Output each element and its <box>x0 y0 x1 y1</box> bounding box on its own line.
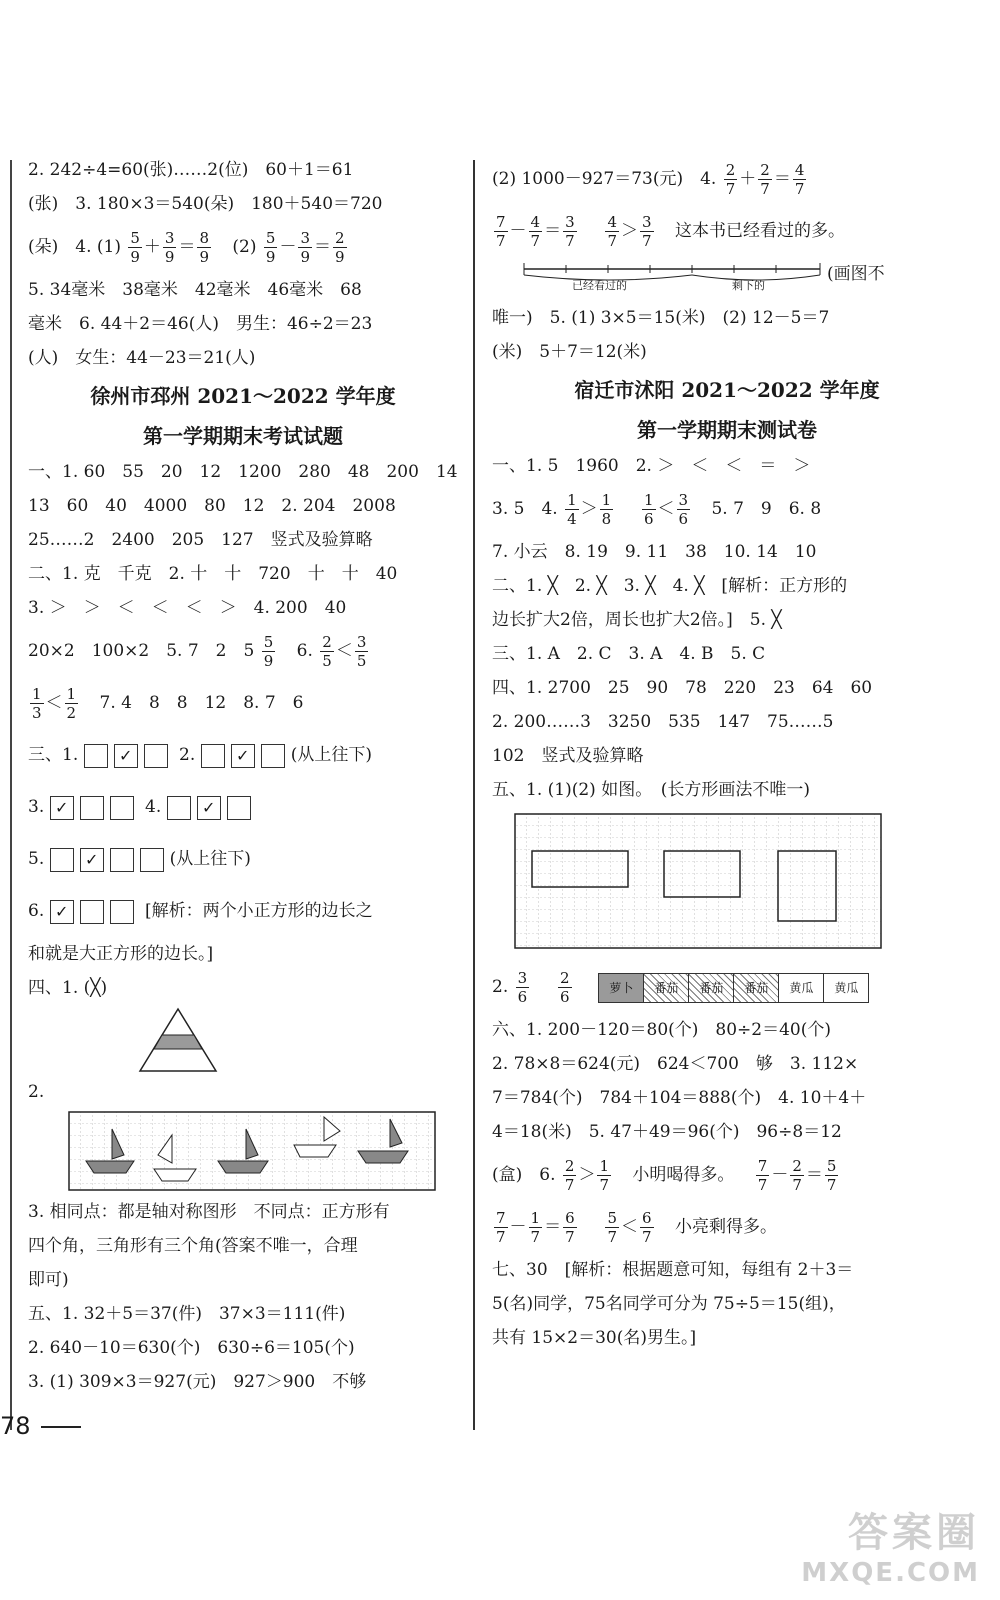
answer-line: 2. 640－10＝630(个) 630÷6＝105(个) <box>28 1338 355 1358</box>
diagram-note: (画图不 <box>827 264 885 284</box>
fraction: $\frac{5}{9}$ <box>130 229 140 266</box>
left-rule <box>10 160 12 1430</box>
answer-line-fractions: $\frac{7}{7}$ － $\frac{4}{7}$ ＝ $\frac{3}{7}$ $\frac{4}{7}$ ＞ $\frac{3}{7}$ 这本书已经看过的多。 <box>496 213 845 250</box>
answer-box <box>167 796 191 820</box>
fraction: $\frac{4}{7}$ <box>794 161 805 198</box>
answer-line: 唯一) 5. (1) 3×5＝15(米) (2) 12－5＝7 <box>492 308 830 328</box>
boat-grid-diagram <box>68 1111 438 1193</box>
answer-line-fractions: $\frac{1}{3}$ ＜ $\frac{1}{2}$ 7. 4 8 8 12 8. 7 6 <box>32 685 304 722</box>
answer-box-checked: ✓ <box>80 848 104 872</box>
answer-box <box>144 744 168 768</box>
fraction: $\frac{2}{5}$ <box>322 633 332 670</box>
answer-box <box>140 848 164 872</box>
answer-line: 三、1. A 2. C 3. A 4. B 5. C <box>492 644 766 664</box>
answer-box <box>80 900 104 924</box>
answer-line: (张) 3. 180×3＝540(朵) 180＋540＝720 <box>28 194 383 214</box>
fraction: $\frac{3}{7}$ <box>565 213 575 250</box>
answer-box <box>80 796 104 820</box>
fraction: $\frac{3}{7}$ <box>642 213 652 250</box>
column-divider <box>473 160 475 1430</box>
fraction: $\frac{7}{7}$ <box>496 1209 506 1246</box>
fraction: $\frac{4}{7}$ <box>530 213 541 250</box>
watermark-line: 答案圈 <box>848 1510 980 1556</box>
section-subtitle: 第一学期期末考试试题 <box>143 424 343 448</box>
answer-line: 共有 15×2＝30(名)男生。] <box>492 1328 697 1348</box>
answer-line: 5(名)同学，75名同学可分为 75÷5＝15(组)， <box>492 1294 846 1314</box>
watermark <box>801 1501 980 1588</box>
answer-line: 3. 相同点：都是轴对称图形 不同点：正方形有 <box>28 1202 390 1222</box>
answer-line: 边长扩大2倍，周长也扩大2倍。] 5. ╳ <box>492 610 782 630</box>
answer-line-fractions: 3. 5 4. $\frac{1}{4}$ ＞ $\frac{1}{8}$ $\frac{1}{6}$ ＜ $\frac{3}{6}$ 5. 7 9 6. 8 <box>492 491 822 528</box>
fraction: $\frac{3}{9}$ <box>300 229 311 266</box>
answer-box-checked: ✓ <box>231 744 255 768</box>
fraction: $\frac{3}{6}$ <box>678 491 689 528</box>
answer-line: (人) 女生：44－23＝21(人) <box>28 348 256 368</box>
answer-box <box>110 796 134 820</box>
left-column <box>28 155 458 1401</box>
fraction: $\frac{6}{7}$ <box>642 1209 652 1246</box>
answer-line: 四、1. (╳) <box>28 978 108 998</box>
boat-grid-figure <box>28 1111 458 1197</box>
fraction: $\frac{2}{7}$ <box>792 1157 802 1194</box>
answer-line-fractions: 2. $\frac{3}{6}$ $\frac{2}{6}$ 萝卜 番茄 番茄 番茄 黄瓜 黄瓜 <box>492 963 962 1011</box>
checkbox-row: 5. ✓ (从上往下) <box>28 835 458 883</box>
fraction: $\frac{7}{7}$ <box>496 213 506 250</box>
answer-line: 3. (1) 309×3＝927(元) 927＞900 不够 <box>28 1372 367 1392</box>
fraction: $\frac{8}{9}$ <box>199 229 210 266</box>
fraction: $\frac{1}{6}$ <box>643 491 654 528</box>
answer-box <box>110 848 134 872</box>
answer-line: 一、1. 5 1960 2. ＞ ＜ ＜ ＝ ＞ <box>492 456 811 476</box>
segment-diagram <box>492 259 962 299</box>
answer-line: 102 竖式及验算略 <box>492 746 644 766</box>
rectangle-grid-figure <box>492 813 962 963</box>
answer-line: 五、1. 32＋5＝37(件) 37×3＝111(件) <box>28 1304 346 1324</box>
fraction: $\frac{7}{7}$ <box>757 1157 768 1194</box>
answer-box <box>261 744 285 768</box>
fraction: $\frac{2}{7}$ <box>725 161 736 198</box>
answer-line: 五、1. (1)(2) 如图。 (长方形画法不唯一) <box>492 780 810 800</box>
fraction: $\frac{5}{7}$ <box>607 1209 617 1246</box>
section-subtitle: 第一学期期末测试卷 <box>637 418 817 442</box>
answer-line-fractions: (2) 1000－927＝73(元) 4. $\frac{2}{7}$ ＋ $\frac{2}{7}$ ＝ $\frac{4}{7}$ <box>492 161 805 198</box>
answer-line: 毫米 6. 44＋2＝46(人) 男生：46÷2＝23 <box>28 314 373 334</box>
answer-line: 2. 78×8＝624(元) 624＜700 够 3. 112× <box>492 1054 859 1074</box>
answer-line: 二、1. 克 千克 2. 十 十 720 十 十 40 <box>28 564 398 584</box>
checkbox-row: 6. ✓ [解析：两个小正方形的边长之 <box>28 887 458 935</box>
answer-line: 和就是大正方形的边长。] <box>28 944 214 964</box>
answer-line: 4＝18(米) 5. 47＋49＝96(个) 96÷8＝12 <box>492 1122 842 1142</box>
segment-label: 剩下的 <box>732 279 765 292</box>
fraction: $\frac{2}{7}$ <box>564 1157 575 1194</box>
answer-line: 四个角，三角形有三个角(答案不唯一，合理 <box>28 1236 358 1256</box>
fraction: $\frac{5}{9}$ <box>263 633 274 670</box>
fraction: $\frac{1}{4}$ <box>567 491 577 528</box>
right-column <box>492 155 962 1357</box>
answer-line: 六、1. 200－120＝80(个) 80÷2＝40(个) <box>492 1020 832 1040</box>
vegetable-bar: 萝卜 番茄 番茄 番茄 黄瓜 黄瓜 <box>598 973 869 1003</box>
watermark-url: MXQE.COM <box>801 1558 980 1588</box>
striped-triangle-icon <box>138 1007 218 1073</box>
fraction: $\frac{1}{3}$ <box>32 685 42 722</box>
page-number: 78 <box>0 1412 31 1440</box>
fraction: $\frac{1}{7}$ <box>530 1209 541 1246</box>
answer-box <box>227 796 251 820</box>
answer-box-checked: ✓ <box>114 744 138 768</box>
answer-line: 四、1. 2700 25 90 78 220 23 64 60 <box>492 678 873 698</box>
answer-line: 即可) <box>28 1270 69 1290</box>
answer-line-fractions: $\frac{7}{7}$ － $\frac{1}{7}$ ＝ $\frac{6}{7}$ $\frac{5}{7}$ ＜ $\frac{6}{7}$ 小亮剩得多。 <box>496 1209 777 1246</box>
segment-bar-diagram <box>522 259 822 297</box>
answer-line: 5. 34毫米 38毫米 42毫米 46毫米 68 <box>28 280 362 300</box>
fraction: $\frac{3}{6}$ <box>517 969 528 1006</box>
fraction: $\frac{2}{6}$ <box>560 969 570 1006</box>
page-footer <box>0 1412 81 1440</box>
segment-label: 已经看过的 <box>572 279 627 292</box>
answer-line: 2. 242÷4=60(张)……2(位) 60＋1＝61 <box>28 160 354 180</box>
answer-box <box>50 848 74 872</box>
answer-box-checked: ✓ <box>197 796 221 820</box>
fraction: $\frac{5}{9}$ <box>265 229 276 266</box>
answer-box <box>84 744 108 768</box>
checkbox-row: 三、1. ✓ 2. ✓ (从上往下) <box>28 731 458 779</box>
answer-line: 7＝784(个) 784＋104＝888(个) 4. 10＋4＋ <box>492 1088 867 1108</box>
answer-box <box>201 744 225 768</box>
rectangle-grid-diagram <box>514 813 884 953</box>
answer-line: 一、1. 60 55 20 12 1200 280 48 200 14 <box>28 462 458 482</box>
answer-box <box>110 900 134 924</box>
checkbox-row: 3. ✓ 4. ✓ <box>28 783 458 831</box>
fraction: $\frac{1}{8}$ <box>601 491 612 528</box>
fraction: $\frac{1}{2}$ <box>66 685 77 722</box>
answer-line: 七、30 [解析：根据题意可知，每组有 2＋3＝ <box>492 1260 854 1280</box>
answer-line: 2. 200……3 3250 535 147 75……5 <box>492 712 834 732</box>
fraction: $\frac{4}{7}$ <box>607 213 617 250</box>
answer-line: 2. <box>28 1082 45 1102</box>
answer-line: (米) 5＋7＝12(米) <box>492 342 647 362</box>
fraction: $\frac{1}{7}$ <box>599 1157 609 1194</box>
answer-line: 25……2 2400 205 127 竖式及验算略 <box>28 530 373 550</box>
section-title: 徐州市邳州 2021～2022 学年度 <box>90 384 396 408</box>
answer-line: 3. ＞ ＞ ＜ ＜ ＜ ＞ 4. 200 40 <box>28 598 347 618</box>
fraction: $\frac{5}{7}$ <box>826 1157 837 1194</box>
answer-line-fractions: (朵) 4. (1) $\frac{5}{9}$ ＋ $\frac{3}{9}$ ＝ $\frac{8}{9}$ (2) $\frac{5}{9}$ － $\frac{3}{9}$ ＝ $\frac{2}{9}$ <box>28 229 345 266</box>
answer-line: 7. 小云 8. 19 9. 11 38 10. 14 10 <box>492 542 817 562</box>
triangle-figure <box>28 1007 458 1077</box>
fraction: $\frac{6}{7}$ <box>565 1209 575 1246</box>
section-title: 宿迁市沭阳 2021～2022 学年度 <box>574 378 880 402</box>
answer-line: 13 60 40 4000 80 12 2. 204 2008 <box>28 496 396 516</box>
fraction: $\frac{3}{5}$ <box>356 633 367 670</box>
fraction: $\frac{2}{7}$ <box>760 161 770 198</box>
footer-dash <box>41 1426 81 1428</box>
answer-line-fractions: (盒) 6. $\frac{2}{7}$ ＞ $\frac{1}{7}$ 小明喝得多。 $\frac{7}{7}$ － $\frac{2}{7}$ ＝ $\frac{5}{7}$ <box>492 1157 837 1194</box>
answer-line: 二、1. ╳ 2. ╳ 3. ╳ 4. ╳ [解析：正方形的 <box>492 576 848 596</box>
answer-box-checked: ✓ <box>50 796 74 820</box>
fraction: $\frac{3}{9}$ <box>164 229 175 266</box>
answer-line-fractions: 20×2 100×2 5. 7 2 5 $\frac{5}{9}$ 6. $\frac{2}{5}$ ＜ $\frac{3}{5}$ <box>28 633 367 670</box>
fraction: $\frac{2}{9}$ <box>335 229 345 266</box>
answer-box-checked: ✓ <box>50 900 74 924</box>
